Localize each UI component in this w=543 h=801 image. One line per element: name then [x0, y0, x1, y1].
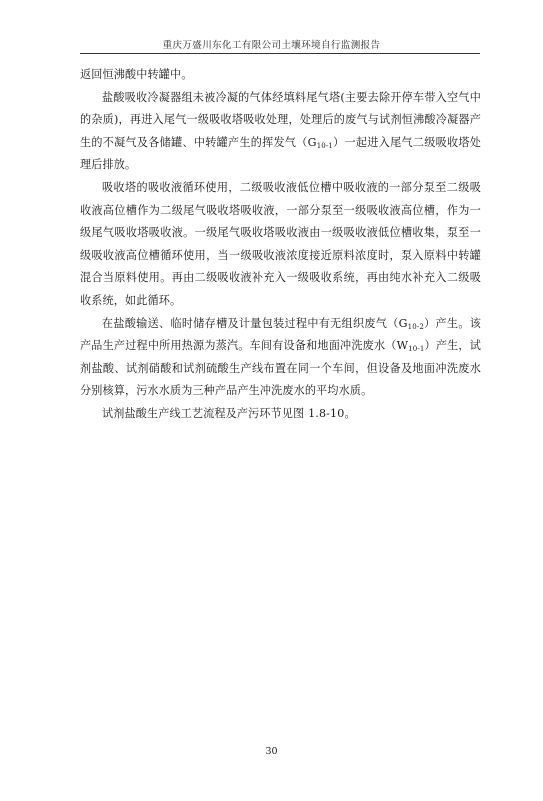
body-text [80, 64, 481, 426]
page-number: 30 [265, 746, 278, 757]
subscript: 10-1 [408, 345, 425, 354]
paragraph [80, 313, 481, 403]
paragraph: 吸收塔的吸收液循环使用，二级吸收液低位槽中吸收液的一部分泵至二级吸收液高位槽作为二级尾气吸收塔吸收液，一部分泵至一级吸收液高位槽，作为一级尾气吸收塔吸收液。一级尾气吸收塔吸收液由一级吸收液低位槽收集，泵至一级吸收液高位槽循环使用，当一级吸收液浓度接近原料浓度时，泵入原料中转罐混合当原料使用。再由二级吸收液补充入一级吸收系统，再由纯水补充入二级吸收系统，如此循环。 [80, 180, 481, 307]
paragraph: 返回恒沸酸中转罐中。 [80, 68, 193, 81]
page-header: 重庆万盛川东化工有限公司土壤环境自行监测报告 [162, 40, 381, 51]
text-run: ）产生。该产品生产过程中所用热源为蒸汽。车间有设备和地面冲洗废水（W [80, 316, 481, 353]
subscript: 10-1 [316, 141, 334, 150]
text-run: 盐酸吸收冷凝器组未被冷凝的气体经填料尾气塔(主要去除开停车带入空气中的杂质)，再进入尾气一级吸收塔吸收处理，处理后的废气与试剂恒沸酸冷凝器产生的不凝气及各储罐、中转罐产生的挥发气（G [80, 90, 481, 149]
text-run: ）一起进入尾气二级吸收塔处理后排放。 [80, 135, 482, 172]
text-run: 在盐酸输送、临时储存槽及计量包装过程中有无组织废气（G [102, 316, 408, 330]
header-rule [80, 53, 480, 54]
subscript: 10-2 [407, 322, 424, 331]
paragraph [80, 87, 481, 177]
paragraph: 试剂盐酸生产线工艺流程及产污环节见图 1.8-10。 [102, 406, 356, 420]
text-run: ）产生，试剂盐酸、试剂硝酸和试剂硫酸生产线布置在同一个车间，但设备及地面冲洗废水分别核算，污水水质为三种产品产生冲洗废水的平均水质。 [80, 339, 481, 398]
